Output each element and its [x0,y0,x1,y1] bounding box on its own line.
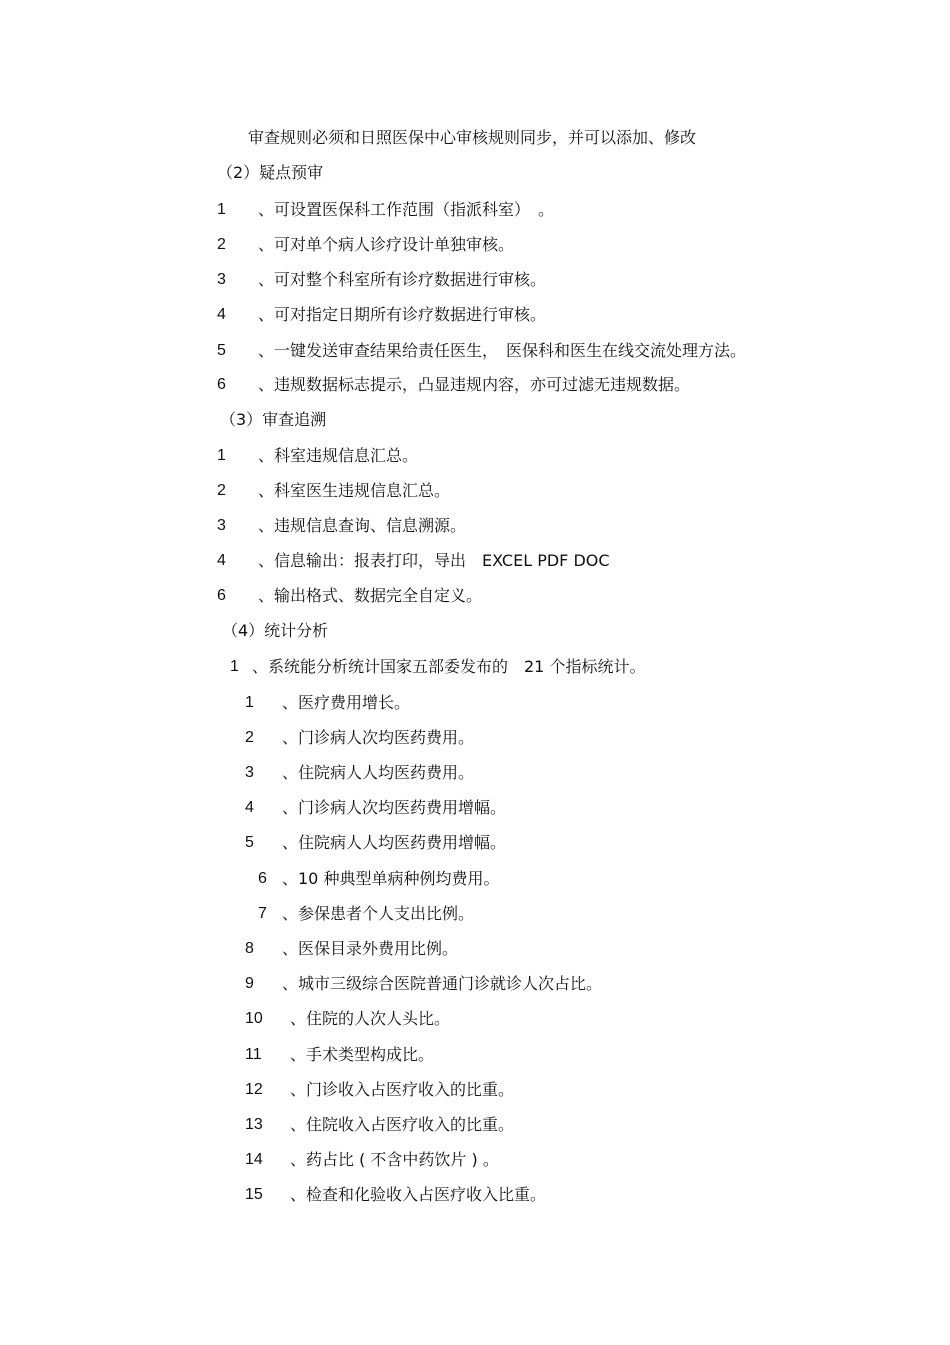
list-item-text: 、城市三级综合医院普通门诊就诊人次占比。 [282,974,603,993]
list-item-number: 9 [245,975,254,992]
list-item-number: 11 [245,1046,262,1063]
list-item-number: 1 [217,447,226,464]
list-item-number: 14 [245,1151,263,1168]
list-item-text: 、住院收入占医疗收入的比重。 [290,1115,515,1134]
list-item-text: 、可对整个科室所有诊疗数据进行审核。 [258,270,547,289]
list-item-text: 、医疗费用增长。 [282,693,411,712]
list-item-number: 4 [245,799,254,816]
list-item-number: 3 [217,271,226,288]
list-item-text: 、住院的人次人头比。 [290,1009,451,1028]
section-heading-4: （4）统计分析 [222,621,329,640]
list-item-text: 、住院病人人均医药费用。 [282,763,475,782]
list-item-number: 10 [245,1010,263,1027]
section-heading-2: （2）疑点预审 [217,163,324,182]
list-item-text: 、科室医生违规信息汇总。 [258,481,451,500]
list-item-text: 、违规信息查询、信息溯源。 [258,516,467,535]
list-item-number: 2 [217,482,226,499]
list-item-text: 、可对单个病人诊疗设计单独审核。 [258,235,515,254]
list-item-number: 2 [217,236,226,253]
list-item-number: 8 [245,940,254,957]
list-item-number: 1 [230,658,239,675]
intro-paragraph: 审查规则必须和日照医保中心审核规则同步，并可以添加、修改 [248,128,697,147]
list-item-number: 2 [245,729,254,746]
list-item-number: 3 [217,517,226,534]
list-item-number: 6 [217,376,226,393]
list-item-text: 、一键发送审查结果给责任医生， 医保科和医生在线交流处理方法。 [258,341,747,360]
list-item-number: 7 [258,905,267,922]
list-item-text: 、医保目录外费用比例。 [282,939,459,958]
list-item-number: 12 [245,1081,263,1098]
list-item-text: 、门诊病人次均医药费用增幅。 [282,798,507,817]
list-item-text: 、科室违规信息汇总。 [258,446,419,465]
list-item-number: 6 [217,587,226,604]
list-item-text: 、可对指定日期所有诊疗数据进行审核。 [258,305,547,324]
list-item-number: 1 [217,201,226,218]
list-item-text: 、门诊病人次均医药费用。 [282,728,475,747]
list-item-number: 13 [245,1116,263,1133]
list-item-text: 、信息输出：报表打印，导出 EXCEL PDF DOC [258,551,610,570]
list-item-text: 、门诊收入占医疗收入的比重。 [290,1080,515,1099]
list-item-text: 、可设置医保科工作范围（指派科室） 。 [258,200,555,219]
list-item-text: 、输出格式、数据完全自定义。 [258,586,483,605]
list-item-number: 5 [217,342,226,359]
list-item-number: 4 [217,552,226,569]
list-item-number: 6 [258,870,267,887]
section-heading-3: （3）审查追溯 [220,410,327,429]
list-item-number: 5 [245,834,254,851]
list-item-text: 、参保患者个人支出比例。 [282,904,475,923]
list-item-text: 、手术类型构成比。 [290,1045,435,1064]
list-item-text: 、药占比 ( 不含中药饮片 ) 。 [290,1150,499,1169]
list-item-text: 、检查和化验收入占医疗收入比重。 [290,1185,547,1204]
list-item-number: 1 [245,694,254,711]
list-item-text: 、系统能分析统计国家五部委发布的 21 个指标统计。 [252,657,646,676]
list-item-text: 、住院病人人均医药费用增幅。 [282,833,507,852]
list-item-text: 、10 种典型单病种例均费用。 [282,869,500,888]
list-item-text: 、违规数据标志提示，凸显违规内容，亦可过滤无违规数据。 [258,375,691,394]
list-item-number: 4 [217,306,226,323]
list-item-number: 3 [245,764,254,781]
list-item-number: 15 [245,1186,263,1203]
